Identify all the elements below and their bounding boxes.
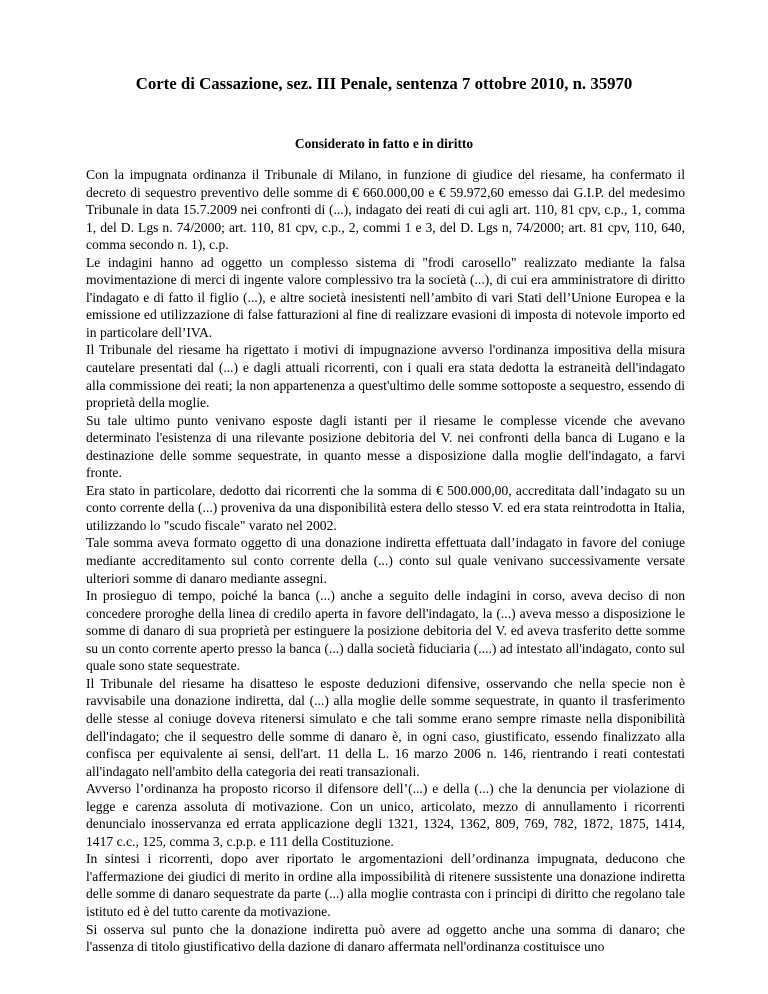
paragraph: In sintesi i ricorrenti, dopo aver riportato le argomentazioni dell’ordinanza impugnata, deducono che l'affermazione dei giudici di merito in ordine alla impossibilità di ritenere sussistente una donazione indiretta delle somme di danaro sequestrate da parte (...) alla moglie contrasta con i principi di diritto che regolano tale istituto ed è del tutto carente da motivazione. xyxy=(86,851,685,919)
paragraph: Con la impugnata ordinanza il Tribunale di Milano, in funzione di giudice del riesame, ha confermato il decreto di sequestro preventivo delle somme di € 660.000,00 e € 59.972,60 emesso dai G.I.P. del medesimo Tribunale in data 15.7.2009 nei confronti di (...), indagato dei reati di cui agli art. 110, 81 cpv, c.p., 1, comma 1, del D. Lgs n. 74/2000; art. 110, 81 cpv, c.p., 2, commi 1 e 3, del D. Lgs n, 74/2000; art. 81 cpv, 110, 640, comma secondo n. 1), c.p. xyxy=(86,167,685,253)
paragraph: Avverso l’ordinanza ha proposto ricorso il difensore dell’(...) e della (...) che la denuncia per violazione di legge e carenza assoluta di motivazione. Con un unico, articolato, mezzo di annullamento i ricorrenti denuncialo inosservanza ed errata applicazione degli 1321, 1324, 1362, 809, 769, 782, 1872, 1875, 1414, 1417 c.c., 125, comma 3, c.p.p. e 111 della Costituzione. xyxy=(86,781,685,849)
paragraph: Il Tribunale del riesame ha disatteso le esposte deduzioni difensive, osservando che nella specie non è ravvisabile una donazione indiretta, dal (...) alla moglie delle somme sequestrate, in quanto il trasferimento delle stesse al coniuge doveva ritenersi simulato e che tali somme erano sempre rimaste nella disponibilità dell'indagato; che il sequestro delle somme di danaro è, in ogni caso, giustificato, essendo finalizzato alla confisca per equivalente ai sensi, dell'art. 11 della L. 16 marzo 2006 n. 146, rientrando i reati contestati all'indagato nell'ambito della categoria dei reati transazionali. xyxy=(86,675,685,779)
document-body xyxy=(86,166,685,956)
paragraph: Era stato in particolare, dedotto dai ricorrenti che la somma di € 500.000,00, accreditata dall’indagato su un conto corrente della (...) proveniva da una disponibilità estera dello stesso V. ed era stata reintrodotta in Italia, utilizzando lo "scudo fiscale" varato nel 2002. xyxy=(86,482,685,533)
paragraph: Tale somma aveva formato oggetto di una donazione indiretta effettuata dall’indagato in favore del coniuge mediante accreditamento sul conto corrente della (...) conto sul quale venivano successivamente versate ulteriori somme di danaro mediante assegni. xyxy=(86,535,685,586)
document-title: Corte di Cassazione, sez. III Penale, sentenza 7 ottobre 2010, n. 35970 xyxy=(135,74,633,93)
section-heading: Considerato in fatto e in diritto xyxy=(294,136,474,151)
paragraph: In prosieguo di tempo, poiché la banca (...) anche a seguito delle indagini in corso, aveva deciso di non concedere proroghe della linea di credilo aperta in favore dell'indagato, la (...) aveva messo a disposizione le somme di danaro di sua proprietà per estinguere la posizione debitoria del V. ed aveva trasferito dette somme su un conto corrente aperto presso la banca (...) dalla società fiduciaria (....) ad intestato all'indagato, conto sul quale sono state sequestrate. xyxy=(86,588,685,674)
paragraph: Il Tribunale del riesame ha rigettato i motivi di impugnazione avverso l'ordinanza impositiva della misura cautelare presentati dal (...) e dagli attuali ricorrenti, con i quali era stata dedotta la estraneità dell'indagato alla commissione dei reati; la non appartenenza a quest'ultimo delle somme sottoposte a sequestro, essendo di proprietà della moglie. xyxy=(86,342,685,411)
paragraph: Le indagini hanno ad oggetto un complesso sistema di "frodi carosello" realizzato mediante la falsa movimentazione di merci di ingente valore complessivo tra la società (...), di cui era amministratore di diritto l'indagato e di fatto il figlio (...), e altre società inesistenti nell’ambito di vari Stati dell’Unione Europea e la emissione ed utilizzazione di false fatturazioni al fine di realizzare evasioni di imposta di notevole importo ed in particolare dell’IVA. xyxy=(86,254,685,340)
paragraph: Su tale ultimo punto venivano esposte dagli istanti per il riesame le complesse vicende che avevano determinato l'esistenza di una rilevante posizione debitoria del V. nei confronti della banca di Lugano e la destinazione delle somme sequestrate, in quanto messe a disposizione dalla moglie dell'indagato, a farvi fronte. xyxy=(86,412,685,481)
paragraph: Si osserva sul punto che la donazione indiretta può avere ad oggetto anche una somma di danaro; che l'assenza di titolo giustificativo della dazione di danaro affermata nell'ordinanza costituisce uno xyxy=(86,921,685,955)
